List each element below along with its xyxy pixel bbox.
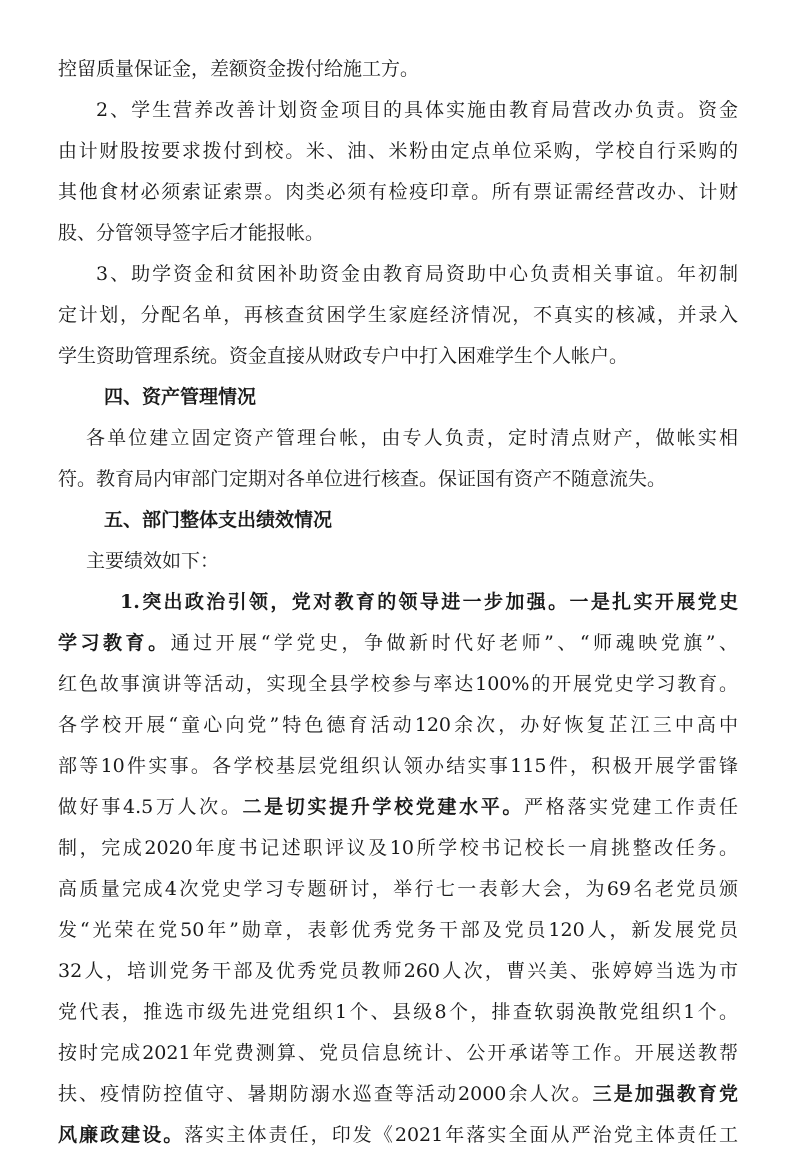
text-run: 发“光荣在党50年”勋章，表彰优秀党务干部及党员120人，新发展党员	[58, 919, 738, 941]
section-heading	[104, 501, 738, 539]
text-run: 做好事4.5万人次。	[58, 796, 243, 818]
paragraph-line	[58, 337, 738, 375]
paragraph-line	[96, 91, 738, 129]
paragraph-line	[58, 173, 738, 211]
paragraph-line	[58, 829, 738, 867]
text-run: 落实主体责任，印发《2021年落实全面从严治党主体责任工	[184, 1124, 738, 1146]
paragraph-line	[86, 419, 738, 457]
paragraph-line	[96, 255, 738, 293]
bold-text: 学习教育。	[58, 632, 171, 654]
paragraph-line	[58, 460, 738, 498]
paragraph-line	[58, 747, 738, 785]
bold-text: 五、部门整体支出绩效情况	[104, 509, 333, 531]
text-run: 学生资助管理系统。资金直接从财政专户中打入困难学生个人帐户。	[58, 345, 629, 367]
paragraph-line	[58, 911, 738, 949]
text-run: 32人，培训党务干部及优秀党员教师260人次，曹兴美、张婷婷当选为市	[58, 960, 738, 982]
text-run: 扶、疫情防控值守、暑期防溺水巡查等活动2000余人次。	[58, 1083, 593, 1105]
paragraph-line	[58, 50, 738, 88]
paragraph-line	[58, 788, 738, 826]
paragraph-line	[86, 542, 738, 580]
text-run: 党代表，推选市级先进党组织1个、县级8个，排查软弱涣散党组织1个。	[58, 1001, 738, 1023]
paragraph-line	[58, 993, 738, 1031]
text-run: 严格落实党建工作责任	[524, 796, 738, 818]
text-run: 制，完成2020年度书记述职评议及10所学校书记校长一肩挑整改任务。	[58, 837, 738, 859]
text-run: 主要绩效如下：	[86, 550, 220, 572]
paragraph-line	[58, 1034, 738, 1072]
text-run: 控留质量保证金，差额资金拨付给施工方。	[58, 58, 420, 80]
text-run: 其他食材必须索证索票。肉类必须有检疫印章。所有票证需经营改办、计财	[58, 181, 738, 203]
bold-text: 风廉政建设。	[58, 1124, 185, 1146]
text-run: 红色故事演讲等活动，实现全县学校参与率达100%的开展党史学习教育。	[58, 673, 738, 695]
paragraph-line	[58, 1075, 738, 1113]
paragraph-line	[58, 624, 738, 662]
paragraph-line	[120, 583, 738, 621]
text-run: 符。教育局内审部门定期对各单位进行核查。保证国有资产不随意流失。	[58, 468, 667, 490]
section-heading	[104, 378, 738, 416]
paragraph-line	[58, 665, 738, 703]
paragraph-line	[58, 870, 738, 908]
paragraph-line	[58, 132, 738, 170]
bold-text: 1.突出政治引领，党对教育的领导进一步加强。一是扎实开展党史	[120, 591, 738, 613]
text-run: 由计财股按要求拨付到校。米、油、米粉由定点单位采购，学校自行采购的	[58, 140, 738, 162]
paragraph-line	[58, 296, 738, 334]
text-run: 各学校开展“童心向党”特色德育活动120余次，办好恢复芷江三中高中	[58, 714, 738, 736]
text-run: 2、学生营养改善计划资金项目的具体实施由教育局营改办负责。资金	[96, 99, 738, 121]
text-run: 3、助学资金和贫困补助资金由教育局资助中心负责相关事谊。年初制	[96, 263, 738, 285]
bold-text: 四、资产管理情况	[104, 386, 257, 408]
paragraph-line	[58, 214, 738, 252]
bold-text: 二是切实提升学校党建水平。	[242, 796, 525, 818]
text-run: 股、分管领导签字后才能报帐。	[58, 222, 325, 244]
paragraph-line	[58, 706, 738, 744]
text-run: 通过开展“学党史，争做新时代好老师”、“师魂映党旗”、	[170, 632, 738, 654]
text-run: 各单位建立固定资产管理台帐，由专人负责，定时清点财产，做帐实相	[86, 427, 738, 449]
paragraph-line	[58, 952, 738, 990]
bold-text: 三是加强教育党	[592, 1083, 738, 1105]
text-run: 部等10件实事。各学校基层党组织认领办结实事115件，积极开展学雷锋	[58, 755, 738, 777]
text-run: 高质量完成4次党史学习专题研讨，举行七一表彰大会，为69名老党员颁	[58, 878, 738, 900]
text-run: 定计划，分配名单，再核查贫困学生家庭经济情况，不真实的核减，并录入	[58, 304, 738, 326]
text-run: 按时完成2021年党费测算、党员信息统计、公开承诺等工作。开展送教帮	[58, 1042, 738, 1064]
